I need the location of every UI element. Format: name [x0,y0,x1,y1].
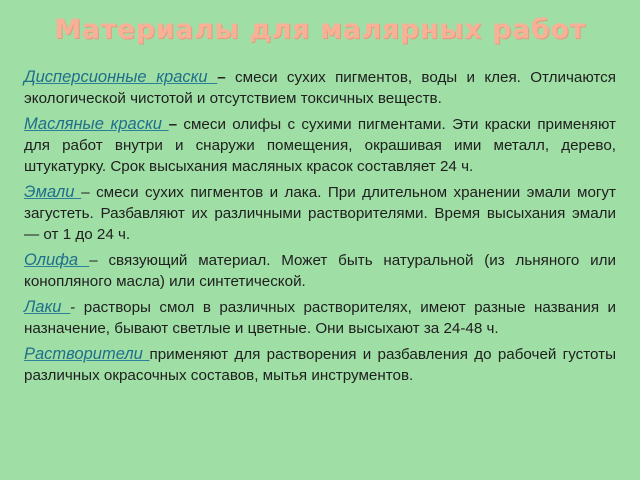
definition-dispersion-paints [24,67,616,109]
term-solvents: Растворители [24,345,150,363]
definition-text: - растворы смол в различных растворителях, имеют разные названия и назначение, бывают светлые и цветные. Они высыхают за 24-48 ч. [24,299,616,337]
definition-enamels [24,182,616,245]
definitions-list [24,67,616,391]
definition-text: применяют для растворения и разбавления до рабочей густоты различных окрасочных составов, мытья инструментов. [24,346,616,384]
term-oil-paints: Масляные краски [24,115,169,133]
definition-dash: – [217,69,226,86]
term-dispersion-paints: Дисперсионные краски [24,68,218,86]
definition-text: смеси олифы с сухими пигментами. Эти краски применяют для работ внутри и снаружи помещения, окрашивая ими металл, дерево, штукатурку. Срок высыхания масляных красок составляет 24 ч. [24,116,616,175]
definition-drying-oil [24,250,616,292]
slide-title: Материалы для малярных работ [54,14,586,45]
definition-text: – связующий материал. Может быть натуральной (из льняного или конопляного масла) или синтетической. [24,252,616,290]
definition-oil-paints [24,114,616,177]
term-drying-oil: Олифа [24,251,90,269]
definition-dash: – [168,116,178,133]
term-enamels: Эмали [24,183,82,201]
definition-text: – смеси сухих пигментов и лака. При длительном хранении эмали могут загустеть. Разбавляют их различными растворителями. Время высыхания эмали — от 1 до 24 ч. [24,184,616,243]
definition-solvents [24,344,616,386]
definition-varnishes [24,297,616,339]
definition-text: смеси сухих пигментов, воды и клея. Отличаются экологической чистотой и отсутствием токсичных веществ. [24,69,617,107]
term-varnishes: Лаки [24,298,71,316]
